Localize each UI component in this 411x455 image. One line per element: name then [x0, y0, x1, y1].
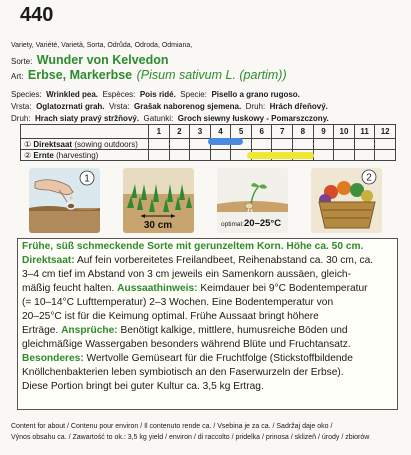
description-line: Besonderes: Wertvolle Gemüseart für die Fruchtfolge (Stickstoffbildende — [22, 353, 353, 364]
description-headline: Frühe, süß schmeckende Sorte mit gerunzeltem Korn. Höhe ca. 50 cm. — [22, 241, 364, 252]
description-line: Diese Portion bringt bei guter Kultur ca. 3,5 kg Ertrag. — [22, 381, 264, 392]
row-spacing-label: 30 cm — [143, 220, 173, 231]
row-label-harvest: Ernte — [33, 150, 54, 160]
month-cell: 8 — [293, 125, 314, 139]
latin-name: (Pisum sativum L. (partim)) — [136, 68, 287, 82]
art-label: Art: — [11, 72, 24, 81]
optimal-label: optimal: — [221, 221, 244, 228]
step-badge-2: 2 — [366, 172, 372, 184]
description-line: 3–4 cm tief im Abstand von 3 cm jeweils ein Samenkorn aussäen, gleich- — [22, 269, 351, 280]
species-pl: Groch siewny łuskowy - Pomarszczony. — [177, 114, 329, 123]
sowing-hand-illustration — [29, 168, 100, 233]
species-sl: Oglatozrnati grah. — [36, 102, 105, 111]
calendar-row-sowing: ① Direktsaat (sowing outdoors) — [21, 139, 396, 150]
month-cell: 9 — [313, 125, 334, 139]
sowing-period-bar — [208, 138, 243, 145]
step-badge-1: 1 — [84, 173, 90, 185]
calendar-header-row — [21, 125, 396, 139]
harvest-period-bar — [247, 152, 314, 159]
vrsta-line: Vrsta: Oglatozrnati grah. Vrsta: Grašak naborenog sjemena. Druh: Hrách dřeňový. — [11, 102, 328, 111]
description-line: Direktsaat: Auf fein vorbereitetes Freilandbeet, Reihenabstand ca. 30 cm, ca. — [22, 255, 374, 266]
month-cell: 4 — [210, 125, 231, 139]
month-cell: 11 — [354, 125, 375, 139]
species-name: Erbse, Markerbse — [27, 68, 133, 82]
calendar-row-harvest: ② Ernte (harvesting) — [21, 150, 396, 161]
content-info-line-1: Content for about / Contenu pour environ / Il contenuto rende ca. / Vsebina je za ca. / Sadržaj daje oko / — [11, 423, 333, 430]
month-cell: 6 — [251, 125, 272, 139]
description-line: mäßig feucht halten. Aussaathinweis: Keimdauer bei 9°C Bodentemperatur — [22, 283, 368, 294]
packet-number: 440 — [20, 4, 54, 26]
description-line: (= 10–14°C Lufttemperatur) 2–3 Wochen. Eine Bodentemperatur von — [22, 297, 334, 308]
row-spacing-illustration — [123, 168, 194, 233]
species-hr: Grašak naborenog sjemena. — [134, 102, 242, 111]
month-cell: 5 — [231, 125, 252, 139]
art-line — [11, 66, 287, 84]
species-fr: Pois ridé. — [139, 90, 176, 99]
description-line: gleichmäßige Wassergaben besonders während Blüte und Fruchtansatz. — [22, 339, 351, 350]
description-line: Knöllchenbakterien leben symbiotisch an den Faserwurzeln der Erbse). — [22, 367, 344, 378]
harvest-basket-illustration — [311, 168, 382, 233]
species-it: Pisello a grano rugoso. — [211, 90, 300, 99]
month-cell: 3 — [190, 125, 211, 139]
description-line: 20–25°C ist für die Keimung optimal. Frühe Aussaat bringt höhere — [22, 311, 319, 322]
druh-line: Druh: Hrach siaty pravý stržňový. Gatunki: Groch siewny łuskowy - Pomarszczony. — [11, 114, 329, 123]
species-line: Species: Wrinkled pea. Espèces: Pois ridé. Specie: Pisello a grano rugoso. — [11, 90, 300, 99]
row-label-sowing: Direktsaat — [33, 139, 73, 149]
germination-illustration — [217, 168, 288, 233]
germination-temperature: 20–25°C — [244, 218, 282, 229]
content-info-line-2: Výnos obsahu ca. / Zawartość to ok.: 3,5 kg yield / environ / di raccolto / pridelka / prinosa / sklizeň / úrody / zbiorów — [11, 434, 370, 441]
description-box — [17, 238, 398, 410]
month-cell: 10 — [334, 125, 355, 139]
sorte-label: Sorte: — [11, 57, 33, 66]
month-cell: 2 — [169, 125, 190, 139]
month-cell: 1 — [149, 125, 170, 139]
species-cs: Hrách dřeňový. — [269, 102, 328, 111]
month-cell: 12 — [375, 125, 396, 139]
description-line: Erträge. Ansprüche: Benötigt kalkige, mittlere, humusreiche Böden und — [22, 325, 348, 336]
variety-name: Wunder von Kelvedon — [36, 53, 169, 67]
month-cell: 7 — [272, 125, 293, 139]
variety-multilingual-label: Variety, Variété, Varietà, Sorta, Odrůda, Odroda, Odmiana, — [11, 42, 193, 49]
species-en: Wrinkled pea. — [46, 90, 99, 99]
species-sk: Hrach siaty pravý stržňový. — [35, 114, 140, 123]
